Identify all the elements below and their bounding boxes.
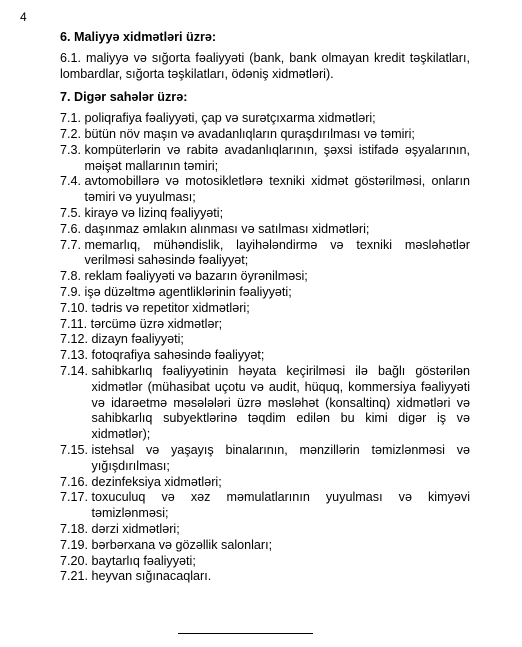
item-text: istehsal və yaşayış binalarının, mənzillərin təmizlənməsi və yığışdırılması; [91,442,470,473]
list-item [60,443,470,475]
item-number: 7.19. [60,537,89,552]
section-7-heading: 7. Digər sahələr üzrə: [60,90,188,105]
item-text: bərbərxana və gözəllik salonları; [91,537,273,552]
item-text: baytarlıq fəaliyyəti; [91,553,196,568]
list-item [60,143,470,175]
list-item [60,554,470,570]
item-number: 7.16. [60,474,89,489]
item-number: 7.8. [60,269,82,284]
list-item [60,222,470,238]
item-text: tədris və repetitor xidmətləri; [91,300,250,315]
section-7-list [60,111,470,585]
item-number: 7.20. [60,553,89,568]
item-number: 7.3. [60,142,82,157]
item-text: kirayə və lizinq fəaliyyəti; [84,205,224,220]
list-item [60,301,470,317]
item-text: işə düzəltmə agentliklərinin fəaliyyəti; [84,284,292,299]
item-text: kompüterlərin və rabitə avadanlıqlarının, şəxsi istifadə əşyalarının, məişət mallarının təmiri; [84,142,470,173]
list-item [60,569,470,585]
item-text: poliqrafiya fəaliyyəti, çap və surətçıxarma xidmətləri; [84,111,376,126]
list-item [60,490,470,522]
item-text: sahibkarlıq fəaliyyətinin həyata keçirilməsi ilə bağlı göstərilən xidmətlər (mühasibat uçotu və audit, hüquq, kommersiya fəaliyyəti və idarəetmə məsələləri üzrə məsləhət (konsaltinq) xidmətləri və sahibkarlıq subyektlərinə təqdim edilən bu kimi digər iş və xidmətlər); [91,363,470,442]
item-text: heyvan sığınacaqları. [91,569,212,584]
list-item [60,317,470,333]
item-text: toxuculuq və xəz məmulatlarının yuyulması və kimyəvi təmizlənməsi; [91,490,470,521]
item-text: bütün növ maşın və avadanlıqların quraşdırılması və təmiri; [84,126,415,141]
list-item [60,522,470,538]
item-text: reklam fəaliyyəti və bazarın öyrənilməsi; [84,269,308,284]
list-item [60,475,470,491]
item-text: tərcümə üzrə xidmətlər; [90,316,223,331]
list-item [60,127,470,143]
item-text: dizayn fəaliyyəti; [91,332,184,347]
item-number: 7.4. [60,174,82,189]
list-item [60,538,470,554]
list-item [60,111,470,127]
document-body [60,30,470,585]
list-item [60,174,470,206]
item-number: 7.14. [60,363,89,378]
item-number: 7.13. [60,348,89,363]
item-text: fotoqrafiya sahəsində fəaliyyət; [91,348,265,363]
list-item [60,348,470,364]
item-text: daşınmaz əmlakın alınması və satılması xidmətləri; [84,221,370,236]
item-number: 7.15. [60,442,89,457]
list-item [60,238,470,270]
section-6-heading: 6. Maliyyə xidmətləri üzrə: [60,30,217,44]
item-number: 7.10. [60,300,89,315]
item-text: dərzi xidmətləri; [91,521,180,536]
item-number: 7.21. [60,569,89,584]
item-number: 7.1. [60,111,82,126]
item-text: memarlıq, mühəndislik, layihələndirmə və texniki məsləhətlər verilməsi sahəsində fəaliyyət; [84,237,470,268]
list-item [60,206,470,222]
item-number: 7.5. [60,205,82,220]
item-number: 7.12. [60,332,89,347]
page-number: 4 [20,10,27,24]
list-item [60,269,470,285]
item-number: 7.7. [60,237,82,252]
item-text: dezinfeksiya xidmətləri; [91,474,222,489]
list-item [60,285,470,301]
list-item [60,332,470,348]
item-number: 7.18. [60,521,89,536]
item-number: 7.2. [60,126,82,141]
item-number: 7.11. [60,316,88,331]
list-item [60,364,470,443]
footer-divider [178,633,313,634]
item-number: 7.6. [60,221,82,236]
item-text: avtomobillərə və motosikletlərə texniki xidmət göstərilməsi, onların təmiri və yuyulması; [84,174,470,205]
item-number: 7.9. [60,284,82,299]
section-6-item-1: 6.1. maliyyə və sığorta fəaliyyəti (bank, bank olmayan kredit təşkilatları, lombardlar, sığorta təşkilatları, ödəniş xidmətləri). [60,50,470,81]
item-number: 7.17. [60,490,89,505]
